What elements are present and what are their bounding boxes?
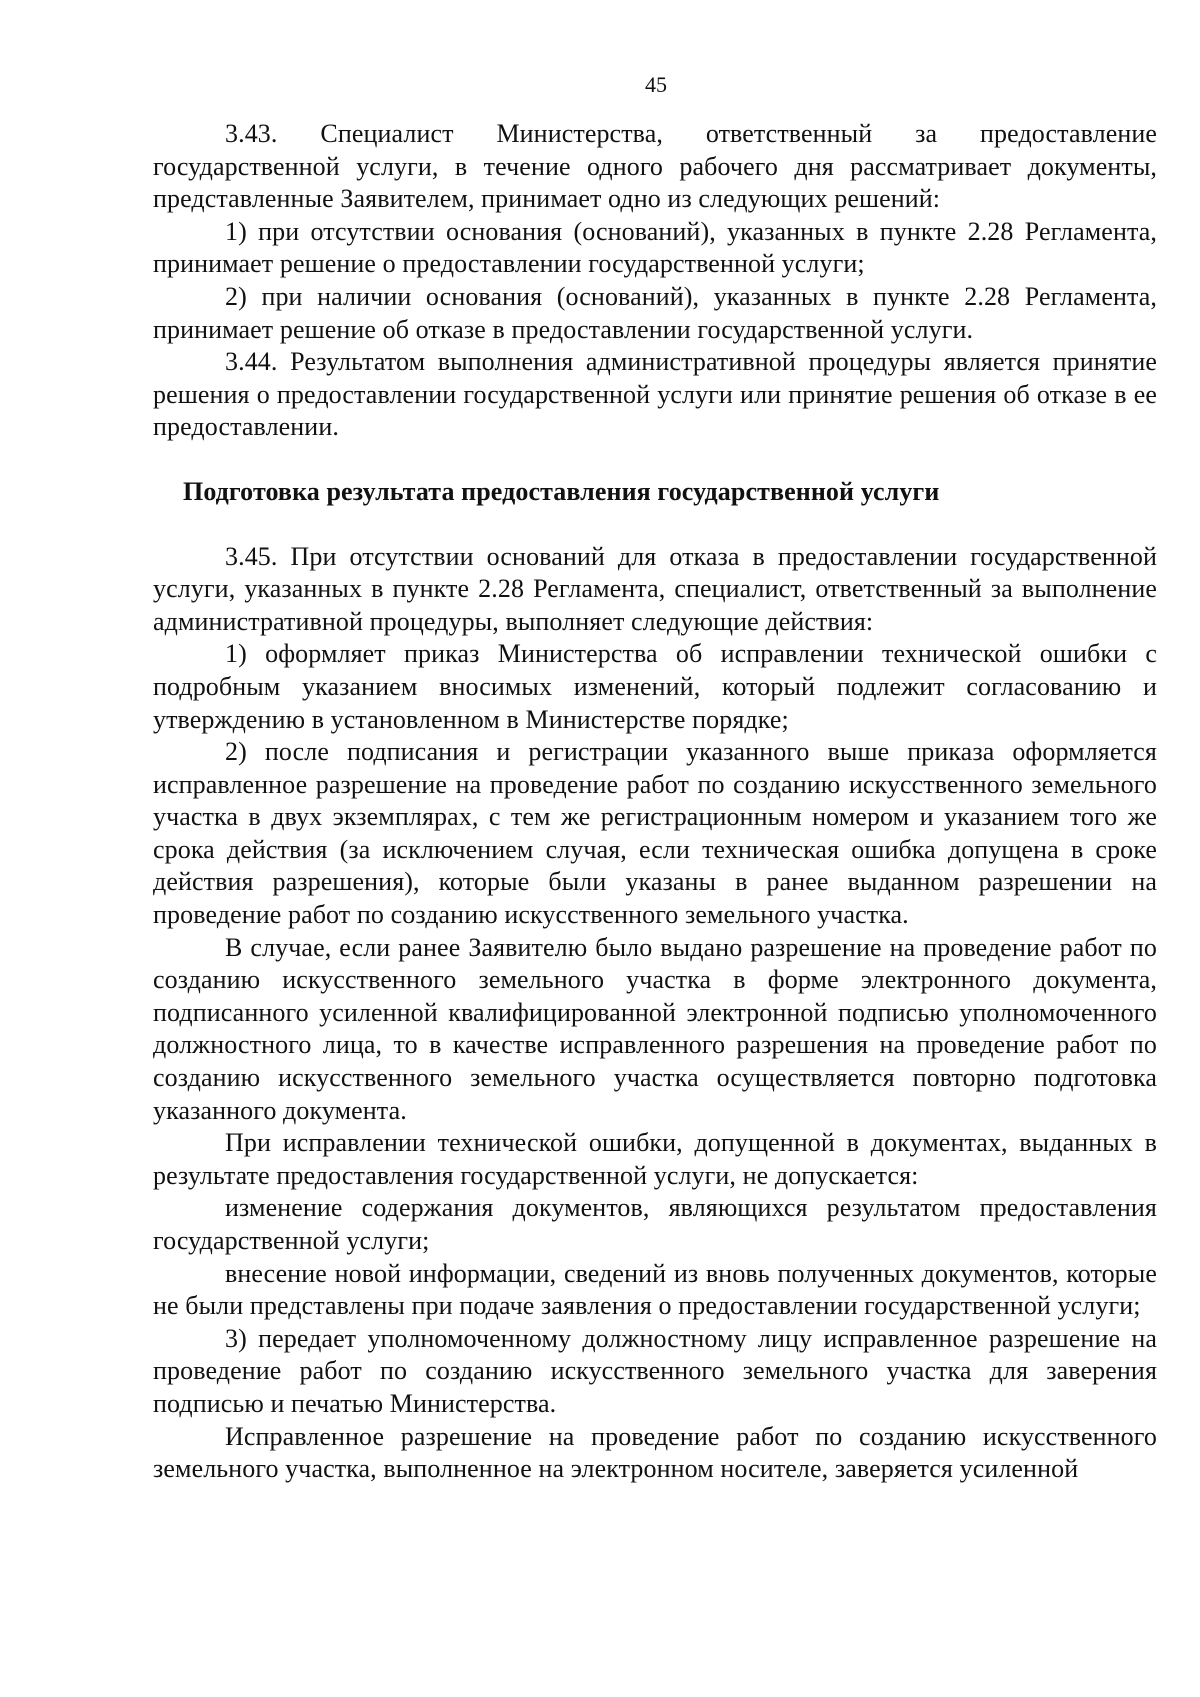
paragraph-3-43: 3.43. Специалист Министерства, ответственный за предоставление государственной услуги, в течение одного рабочего дня рассматривает документы, представленные Заявителем, принимает одно из следующих решений:	[153, 119, 1157, 214]
paragraph-electronic-case: В случае, если ранее Заявителю было выдано разрешение на проведение работ по созданию искусственного земельного участка в форме электронного документа, подписанного усиленной квалифицированной электронной подписью уполномоченного должностного лица, то в качестве исправленного разрешения на проведение работ по созданию искусственного земельного участка осуществляется повторно подготовка указанного документа.	[153, 932, 1157, 1125]
paragraph-3-45-item-1: 1) оформляет приказ Министерства об исправлении технической ошибки с подробным указанием вносимых изменений, который подлежит согласованию и утверждению в установленном в Министерстве порядке;	[153, 639, 1157, 734]
paragraph-not-allowed-item-1: изменение содержания документов, являющихся результатом предоставления государственной услуги;	[153, 1193, 1157, 1255]
paragraph-3-43-item-2: 2) при наличии основания (оснований), указанных в пункте 2.28 Регламента, принимает решение об отказе в предоставлении государственной услуги.	[153, 281, 1157, 344]
paragraph-not-allowed: При исправлении технической ошибки, допущенной в документах, выданных в результате предоставления государственной услуги, не допускается:	[153, 1128, 1157, 1190]
paragraph-not-allowed-item-2: внесение новой информации, сведений из вновь полученных документов, которые не были представлены при подаче заявления о предоставлении государственной услуги;	[153, 1258, 1157, 1321]
paragraph-3-45-item-3: 3) передает уполномоченному должностному лицу исправленное разрешение на проведение работ по созданию искусственного земельного участка для заверения подписью и печатью Министерства.	[153, 1323, 1157, 1418]
paragraph-3-45-item-2: 2) после подписания и регистрации указанного выше приказа оформляется исправленное разрешение на проведение работ по созданию искусственного земельного участка в двух экземплярах, с тем же регистрационным номером и указанием того же срока действия (за исключением случая, если техническая ошибка допущена в сроке действия разрешения), которые были указаны в ранее выданном разрешении на проведение работ по созданию искусственного земельного участка.	[153, 737, 1157, 930]
page-number: 45	[645, 72, 667, 97]
document-body	[153, 118, 1157, 1486]
section-heading: Подготовка результата предоставления государственной услуги	[183, 476, 940, 506]
paragraph-3-43-item-1: 1) при отсутствии основания (оснований), указанных в пункте 2.28 Регламента, принимает решение о предоставлении государственной услуги;	[153, 216, 1157, 279]
paragraph-3-44: 3.44. Результатом выполнения административной процедуры является принятие решения о предоставлении государственной услуги или принятие решения об отказе в ее предоставлении.	[153, 347, 1157, 442]
paragraph-3-45: 3.45. При отсутствии оснований для отказа в предоставлении государственной услуги, указанных в пункте 2.28 Регламента, специалист, ответственный за выполнение административной процедуры, выполняет следующие действия:	[153, 541, 1157, 636]
paragraph-electronic-certification: Исправленное разрешение на проведение работ по созданию искусственного земельного участка, выполненное на электронном носителе, заверяется усиленной	[153, 1421, 1157, 1484]
